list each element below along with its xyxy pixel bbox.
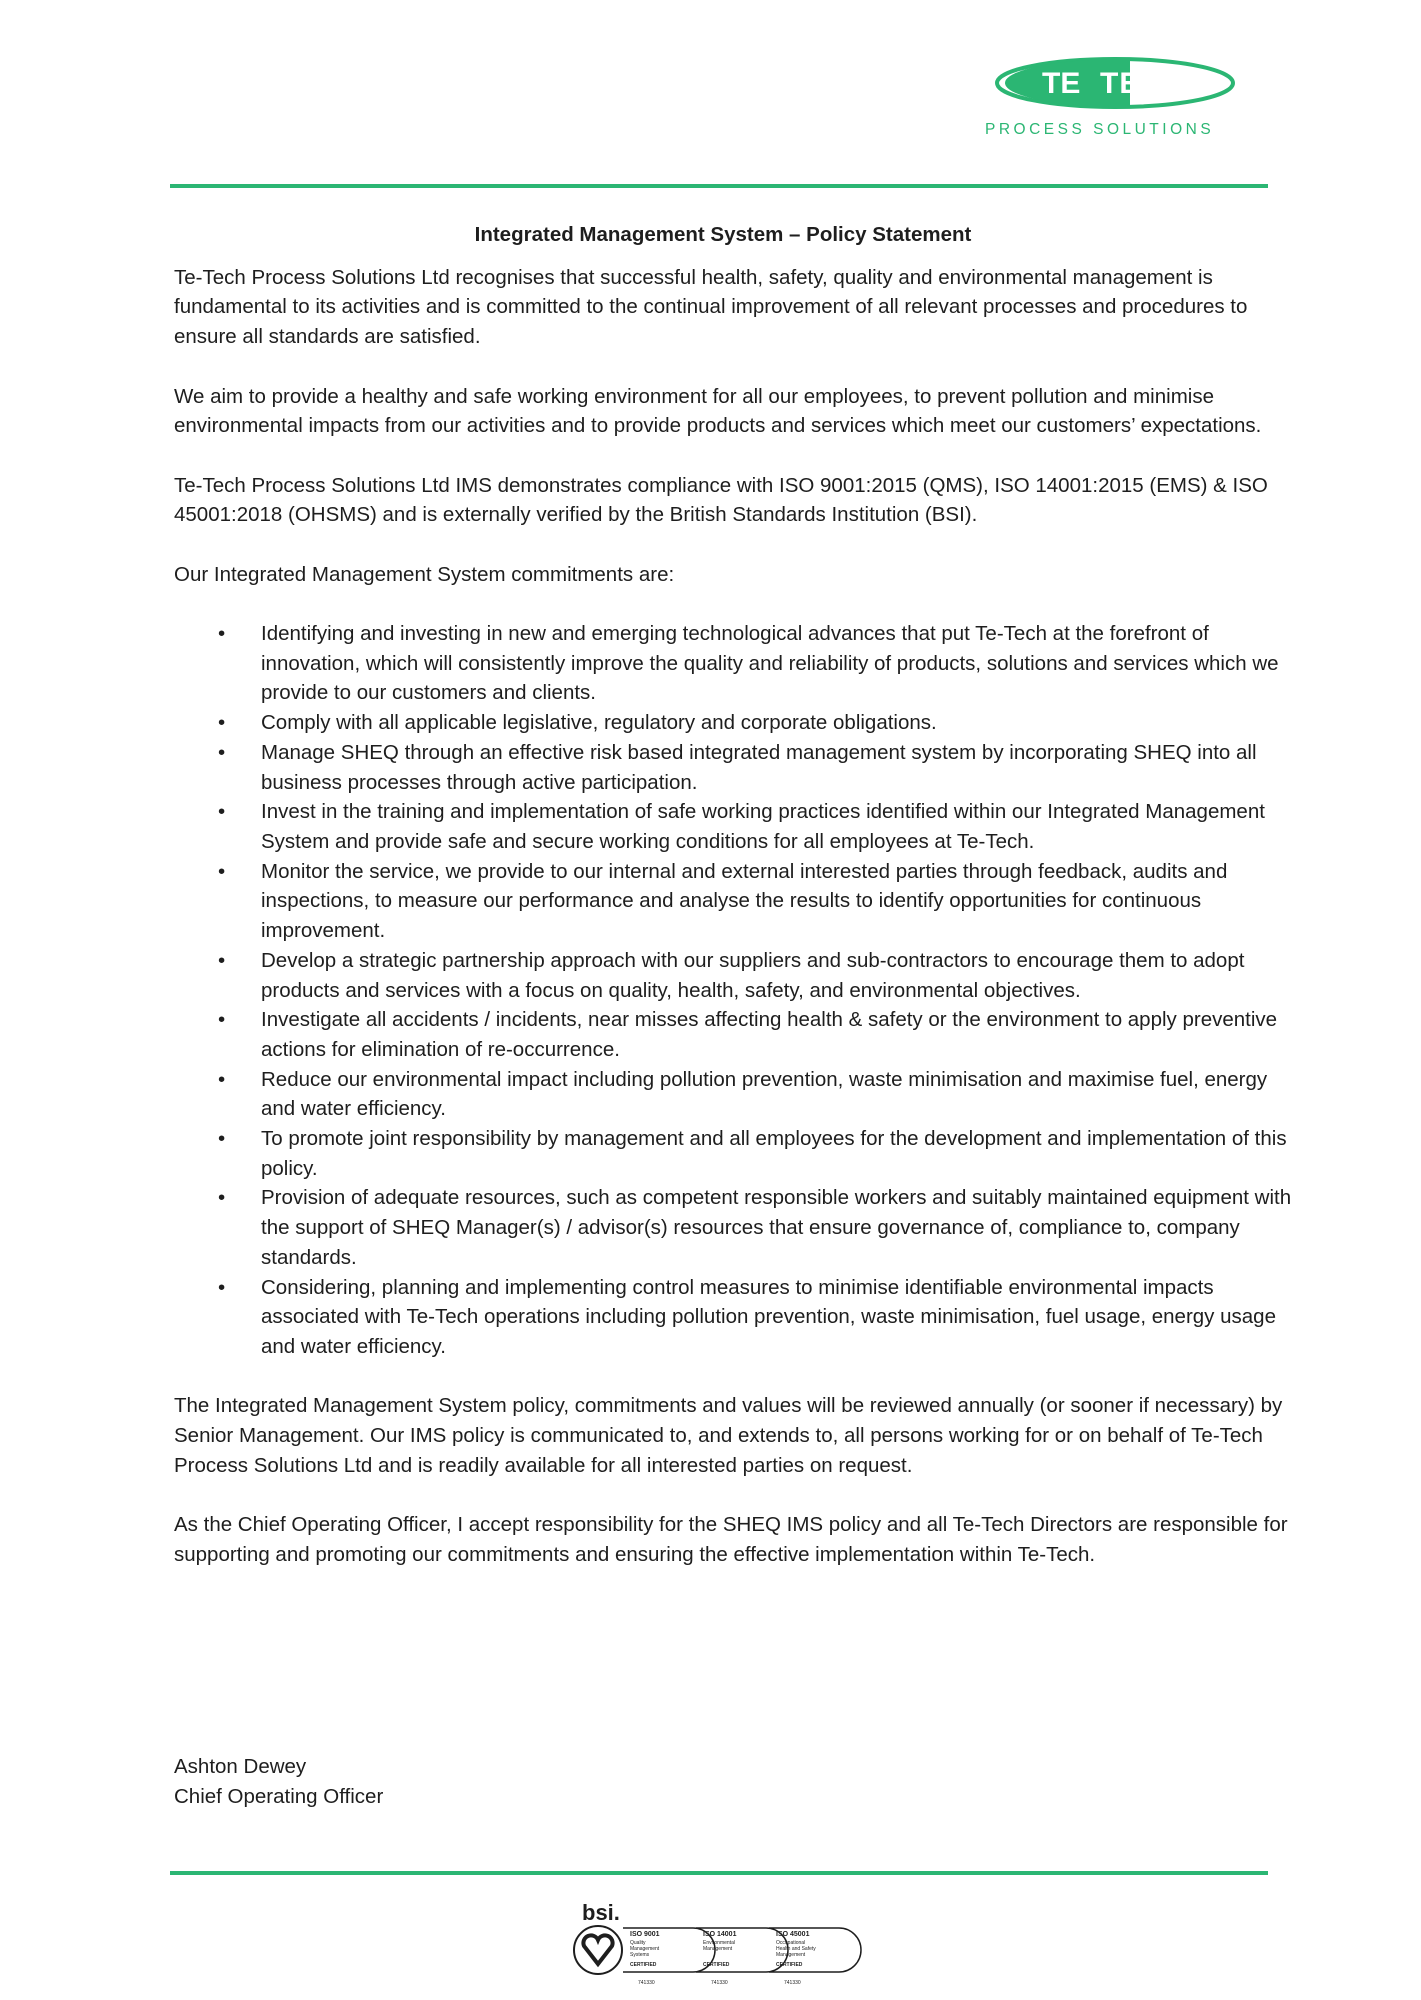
badge-line: Management — [703, 1946, 733, 1952]
list-item — [174, 738, 1294, 797]
signature-block — [174, 1752, 383, 1811]
list-item — [174, 1273, 1294, 1362]
list-item — [174, 708, 1294, 738]
badge-standard: ISO 9001 — [630, 1931, 660, 1938]
bullet-icon: • — [218, 1275, 226, 1299]
bullet-icon: • — [218, 1008, 226, 1032]
footer-divider — [170, 1871, 1268, 1875]
list-item — [174, 797, 1294, 856]
bullet-icon: • — [218, 622, 226, 646]
list-item-text: Develop a strategic partnership approach with our suppliers and sub-contractors to encourage them to adopt products and services with a focus on quality, health, safety, and environmental objectives. — [261, 948, 1245, 1002]
logo-text-te: TE — [1042, 67, 1081, 100]
list-item-text: Identifying and investing in new and emerging technological advances that put Te-Tech at the forefront of innovation, which will consistently improve the quality and reliability of products, solutions and services which we provide to our customers and clients. — [261, 622, 1279, 705]
kitemark-icon — [574, 1926, 622, 1974]
list-item-text: Monitor the service, we provide to our internal and external interested parties through feedback, audits and inspections, to measure our performance and analyse the results to identify opportunities for continuous improvement. — [261, 859, 1228, 943]
intro-paragraph-4: Our Integrated Management System commitments are: — [174, 562, 675, 586]
badge-standard: ISO 14001 — [703, 1931, 737, 1938]
intro-paragraph-2: We aim to provide a healthy and safe working environment for all our employees, to prevent pollution and minimise environmental impacts from our activities and to provide products and services which meet our customers’ expectations. — [174, 384, 1262, 438]
list-item-text: Manage SHEQ through an effective risk based integrated management system by incorporating SHEQ into all business processes through active participation. — [261, 740, 1257, 794]
badge-line: Management — [776, 1952, 806, 1958]
bullet-icon: • — [218, 859, 226, 883]
bullet-icon: • — [218, 800, 226, 824]
badge-standard: ISO 45001 — [776, 1931, 810, 1938]
bullet-icon: • — [218, 1067, 226, 1091]
list-item — [174, 1005, 1294, 1064]
bullet-icon: • — [218, 711, 226, 735]
list-item — [174, 1124, 1294, 1183]
list-item — [174, 946, 1294, 1005]
bullet-icon: • — [218, 740, 226, 764]
badge-line: Management — [630, 1946, 660, 1952]
list-item-text: Provision of adequate resources, such as competent responsible workers and suitably maintained equipment with the support of SHEQ Manager(s) / advisor(s) resources that ensure governance of, compliance to, company standards. — [261, 1186, 1292, 1269]
badge-status: CERTIFIED — [630, 1962, 657, 1968]
badge-iso-9001 — [623, 1928, 715, 1986]
bullet-icon: • — [218, 1127, 226, 1151]
list-item — [174, 619, 1294, 708]
badge-iso-14001 — [696, 1928, 788, 1986]
commitments-list — [174, 619, 1294, 1362]
badge-number: 741330 — [711, 1980, 728, 1986]
signatory-role: Chief Operating Officer — [174, 1784, 384, 1808]
bsi-logo-text: bsi. — [582, 1900, 620, 1925]
closing-paragraph-1: The Integrated Management System policy, commitments and values will be reviewed annually (or sooner if necessary) by Senior Management. Our IMS policy is communicated to, and extends to, all persons working for or on behalf of Te-Tech Process Solutions Ltd and is readily available for all interested parties on request. — [174, 1394, 1283, 1477]
badge-status: CERTIFIED — [776, 1962, 803, 1968]
header-divider — [170, 184, 1268, 188]
bullet-icon: • — [218, 948, 226, 972]
list-item-text: Considering, planning and implementing control measures to minimise identifiable environmental impacts associated with Te-Tech operations including pollution prevention, waste minimisation, fuel usage, energy usage and water efficiency. — [261, 1275, 1276, 1358]
page-title: Integrated Management System – Policy Statement — [474, 223, 972, 246]
logo-tagline: PROCESS SOLUTIONS — [985, 121, 1215, 138]
badge-number: 741330 — [638, 1980, 655, 1986]
list-item-text: Comply with all applicable legislative, regulatory and corporate obligations. — [261, 711, 937, 735]
badge-line: Systems — [630, 1952, 650, 1958]
badge-line: Environmental — [703, 1940, 735, 1946]
list-item — [174, 1183, 1294, 1272]
te-tech-logo — [980, 50, 1260, 150]
list-item-text: To promote joint responsibility by management and all employees for the development and implementation of this policy. — [261, 1127, 1287, 1180]
badge-number: 741330 — [784, 1980, 801, 1986]
badge-status: CERTIFIED — [703, 1962, 730, 1968]
list-item — [174, 857, 1294, 946]
list-item — [174, 1065, 1294, 1124]
logo-text-tech: TECH — [1100, 67, 1186, 100]
list-item-text: Reduce our environmental impact including pollution prevention, waste minimisation and maximise fuel, energy and water efficiency. — [261, 1067, 1268, 1121]
badge-iso-45001 — [769, 1928, 861, 1986]
badge-line: Health and Safety — [776, 1946, 816, 1952]
intro-paragraph-1: Te-Tech Process Solutions Ltd recognises that successful health, safety, quality and environmental management is fundamental to its activities and is committed to the continual improvement of all relevant processes and procedures to ensure all standards are satisfied. — [174, 265, 1248, 349]
badge-line: Quality — [630, 1940, 646, 1946]
signatory-name: Ashton Dewey — [174, 1755, 307, 1778]
list-item-text: Investigate all accidents / incidents, near misses affecting health & safety or the environment to apply preventive actions for elimination of re-occurrence. — [261, 1008, 1278, 1061]
policy-content — [174, 220, 1294, 1599]
bullet-icon: • — [218, 1186, 226, 1210]
bsi-certification-badges — [568, 1898, 868, 1990]
badge-line: Occupational — [776, 1940, 806, 1946]
intro-paragraph-3: Te-Tech Process Solutions Ltd IMS demonstrates compliance with ISO 9001:2015 (QMS), ISO 14001:2015 (EMS) & ISO 45001:2018 (OHSMS) and is externally verified by the British Standards Institution (BSI). — [174, 473, 1268, 527]
list-item-text: Invest in the training and implementation of safe working practices identified within our Integrated Management System and provide safe and secure working conditions for all employees at Te-Tech. — [261, 800, 1265, 853]
closing-paragraph-2: As the Chief Operating Officer, I accept responsibility for the SHEQ IMS policy and all Te-Tech Directors are responsible for supporting and promoting our commitments and ensuring the effective implementation within Te-Tech. — [174, 1513, 1288, 1566]
